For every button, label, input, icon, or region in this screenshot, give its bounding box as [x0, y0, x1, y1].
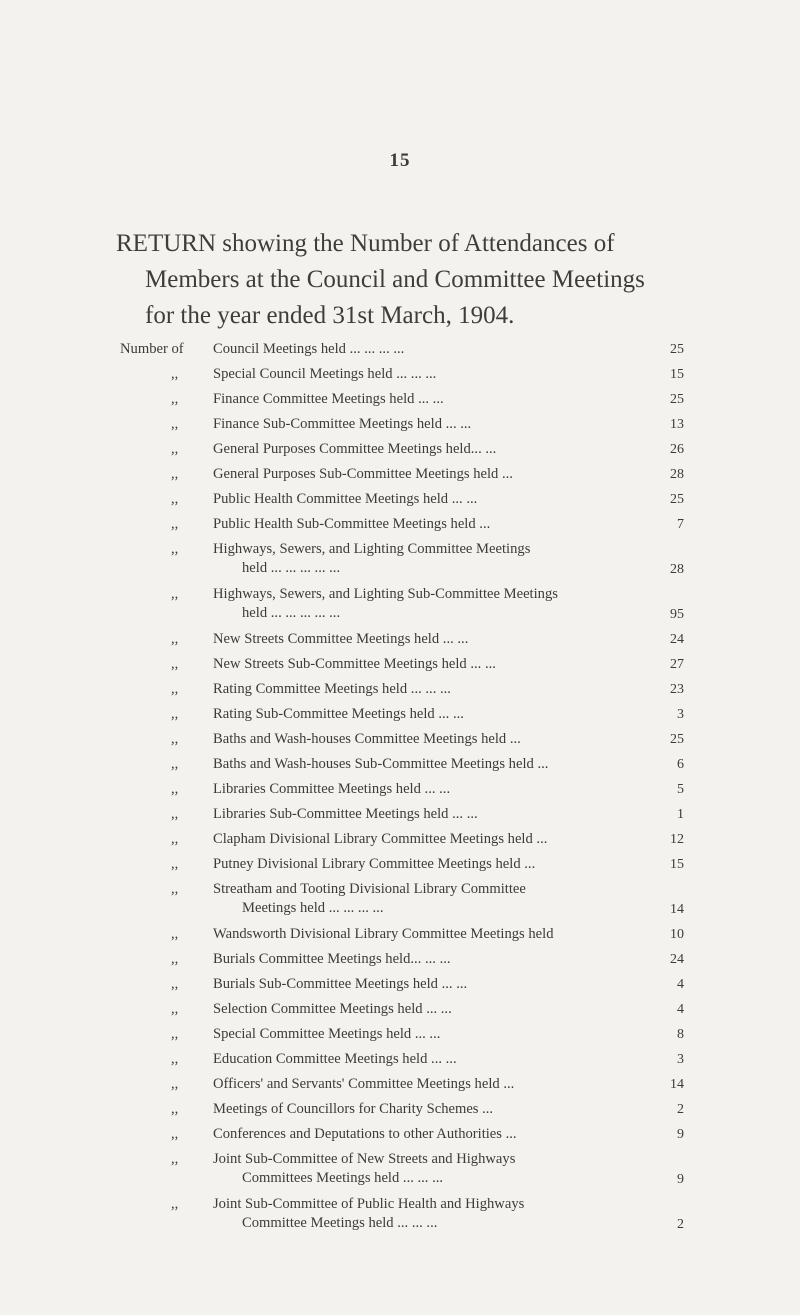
row-label-continuation: Meetings held ... ... ... ...	[242, 900, 384, 916]
table-row	[0, 975, 800, 1000]
row-value: 15	[670, 367, 684, 382]
row-value: 14	[670, 1077, 684, 1092]
row-label-text: Joint Sub-Committee of Public Health and Highways	[213, 1196, 525, 1212]
row-value: 25	[670, 492, 684, 507]
ditto-mark: ,,	[171, 441, 179, 457]
row-label	[213, 755, 643, 774]
row-label	[213, 365, 643, 384]
row-value: 9	[677, 1172, 684, 1187]
row-label-text: Baths and Wash-houses Committee Meetings held ...	[213, 731, 521, 747]
ditto-mark: ,,	[171, 656, 179, 672]
row-label-text: Rating Sub-Committee Meetings held ... ...	[213, 706, 464, 722]
table-row	[0, 390, 800, 415]
row-value: 14	[670, 902, 684, 917]
row-label	[213, 340, 643, 359]
ditto-mark: ,,	[171, 781, 179, 797]
row-label	[213, 925, 643, 944]
row-label-text: Public Health Committee Meetings held ... ...	[213, 491, 478, 507]
ditto-mark: ,,	[171, 1001, 179, 1017]
row-label	[213, 515, 643, 534]
title-line-1: RETURN showing the Number of Attendances of	[116, 230, 615, 257]
row-label-text: Finance Committee Meetings held ... ...	[213, 391, 444, 407]
table-row	[0, 1150, 800, 1195]
row-label-text: Libraries Committee Meetings held ... ...	[213, 781, 451, 797]
ditto-mark: ,,	[171, 706, 179, 722]
row-value: 25	[670, 732, 684, 747]
row-label	[213, 1150, 643, 1188]
row-value: 25	[670, 392, 684, 407]
ditto-mark: ,,	[171, 731, 179, 747]
row-label-continuation: Committees Meetings held ... ... ...	[242, 1170, 444, 1186]
row-value: 3	[677, 707, 684, 722]
row-label-continuation: held ... ... ... ... ...	[242, 605, 341, 621]
table-row	[0, 630, 800, 655]
row-label-text: Selection Committee Meetings held ... ...	[213, 1001, 452, 1017]
row-label	[213, 880, 643, 918]
title-line-3: for the year ended 31st March, 1904.	[145, 302, 515, 329]
row-value: 25	[670, 342, 684, 357]
table-row	[0, 780, 800, 805]
row-label	[213, 1025, 643, 1044]
ditto-mark: ,,	[171, 1126, 179, 1142]
row-label	[213, 540, 643, 578]
row-label	[213, 1125, 643, 1144]
row-label	[213, 1050, 643, 1069]
row-label-text: Wandsworth Divisional Library Committee Meetings held	[213, 926, 554, 942]
row-label-text: Highways, Sewers, and Lighting Committee Meetings	[213, 541, 531, 557]
document-title	[116, 226, 716, 334]
row-label-text: Public Health Sub-Committee Meetings held ...	[213, 516, 491, 532]
row-value: 7	[677, 517, 684, 532]
row-label-text: Burials Sub-Committee Meetings held ... ...	[213, 976, 468, 992]
row-value: 28	[670, 467, 684, 482]
row-label-text: Finance Sub-Committee Meetings held ... ...	[213, 416, 472, 432]
table-row	[0, 730, 800, 755]
attendance-table	[0, 340, 800, 1240]
table-row	[0, 415, 800, 440]
table-row	[0, 1050, 800, 1075]
row-label	[213, 805, 643, 824]
table-row	[0, 540, 800, 585]
table-row	[0, 950, 800, 975]
row-value: 13	[670, 417, 684, 432]
row-label-text: Burials Committee Meetings held... ... ...	[213, 951, 451, 967]
row-label	[213, 950, 643, 969]
row-label-text: Conferences and Deputations to other Authorities ...	[213, 1126, 517, 1142]
row-label	[213, 655, 643, 674]
ditto-mark: ,,	[171, 466, 179, 482]
row-label	[213, 705, 643, 724]
row-label	[213, 1100, 643, 1119]
row-label-text: Putney Divisional Library Committee Meetings held ...	[213, 856, 536, 872]
table-row	[0, 340, 800, 365]
table-row	[0, 440, 800, 465]
ditto-mark: ,,	[171, 1026, 179, 1042]
row-value: 10	[670, 927, 684, 942]
row-label	[213, 855, 643, 874]
row-label-text: Streatham and Tooting Divisional Library Committee	[213, 881, 526, 897]
row-label	[213, 1195, 643, 1233]
page-number: 15	[389, 150, 411, 171]
ditto-mark: ,,	[171, 951, 179, 967]
row-label-text: General Purposes Committee Meetings held... ...	[213, 441, 497, 457]
row-value: 12	[670, 832, 684, 847]
row-value: 15	[670, 857, 684, 872]
row-label-text: Baths and Wash-houses Sub-Committee Meetings held ...	[213, 756, 549, 772]
row-value: 3	[677, 1052, 684, 1067]
row-label-text: Libraries Sub-Committee Meetings held ... ...	[213, 806, 478, 822]
ditto-mark: ,,	[171, 1076, 179, 1092]
ditto-mark: ,,	[171, 881, 179, 897]
row-label	[213, 1075, 643, 1094]
ditto-mark: ,,	[171, 1051, 179, 1067]
ditto-mark: ,,	[171, 681, 179, 697]
row-label-text: Education Committee Meetings held ... ...	[213, 1051, 457, 1067]
row-label-text: Special Committee Meetings held ... ...	[213, 1026, 441, 1042]
row-label-text: Special Council Meetings held ... ... ...	[213, 366, 437, 382]
row-value: 4	[677, 1002, 684, 1017]
row-label-text: Highways, Sewers, and Lighting Sub-Committee Meetings	[213, 586, 558, 602]
table-row	[0, 855, 800, 880]
table-row	[0, 1100, 800, 1125]
ditto-mark: ,,	[171, 631, 179, 647]
table-row	[0, 465, 800, 490]
row-value: 9	[677, 1127, 684, 1142]
table-row	[0, 655, 800, 680]
table-row	[0, 515, 800, 540]
row-label-text: Joint Sub-Committee of New Streets and Highways	[213, 1151, 516, 1167]
row-label-text: Council Meetings held ... ... ... ...	[213, 341, 405, 357]
row-label	[213, 630, 643, 649]
row-value: 28	[670, 562, 684, 577]
ditto-mark: ,,	[171, 976, 179, 992]
ditto-mark: ,,	[171, 416, 179, 432]
table-row	[0, 1025, 800, 1050]
row-label-continuation: held ... ... ... ... ...	[242, 560, 341, 576]
row-label	[213, 465, 643, 484]
row-value: 24	[670, 952, 684, 967]
row-label	[213, 780, 643, 799]
row-value: 6	[677, 757, 684, 772]
ditto-mark: ,,	[171, 856, 179, 872]
ditto-mark: ,,	[171, 1151, 179, 1167]
ditto-mark: ,,	[171, 831, 179, 847]
table-row	[0, 925, 800, 950]
row-value: 23	[670, 682, 684, 697]
row-value: 24	[670, 632, 684, 647]
ditto-mark: ,,	[171, 391, 179, 407]
table-row	[0, 1125, 800, 1150]
row-label	[213, 1000, 643, 1019]
row-value: 8	[677, 1027, 684, 1042]
ditto-mark: ,,	[171, 1101, 179, 1117]
table-row	[0, 880, 800, 925]
row-label-text: Officers' and Servants' Committee Meetings held ...	[213, 1076, 515, 1092]
row-label-text: General Purposes Sub-Committee Meetings held ...	[213, 466, 513, 482]
ditto-mark: ,,	[171, 541, 179, 557]
ditto-mark: ,,	[171, 926, 179, 942]
row-value: 2	[677, 1217, 684, 1232]
row-label	[213, 440, 643, 459]
table-row	[0, 1195, 800, 1240]
table-row	[0, 490, 800, 515]
row-label	[213, 585, 643, 623]
ditto-mark: ,,	[171, 586, 179, 602]
table-row	[0, 805, 800, 830]
row-value: 27	[670, 657, 684, 672]
row-label	[213, 730, 643, 749]
ditto-mark: ,,	[171, 366, 179, 382]
title-line-2: Members at the Council and Committee Meetings	[145, 266, 645, 293]
row-label	[213, 415, 643, 434]
table-row	[0, 830, 800, 855]
ditto-mark: ,,	[171, 756, 179, 772]
ditto-mark: ,,	[171, 806, 179, 822]
table-row	[0, 755, 800, 780]
row-value: 5	[677, 782, 684, 797]
table-row	[0, 1000, 800, 1025]
table-row	[0, 705, 800, 730]
ditto-mark: ,,	[171, 516, 179, 532]
table-row	[0, 365, 800, 390]
row-prefix: Number of	[120, 341, 184, 357]
row-label-continuation: Committee Meetings held ... ... ...	[242, 1215, 438, 1231]
row-label-text: Clapham Divisional Library Committee Meetings held ...	[213, 831, 548, 847]
table-row	[0, 1075, 800, 1100]
row-label	[213, 390, 643, 409]
row-label	[213, 680, 643, 699]
row-label-text: New Streets Committee Meetings held ... ...	[213, 631, 469, 647]
row-label	[213, 830, 643, 849]
ditto-mark: ,,	[171, 1196, 179, 1212]
row-value: 1	[677, 807, 684, 822]
row-label	[213, 975, 643, 994]
row-value: 2	[677, 1102, 684, 1117]
row-value: 95	[670, 607, 684, 622]
row-label-text: New Streets Sub-Committee Meetings held ... ...	[213, 656, 496, 672]
row-label-text: Meetings of Councillors for Charity Schemes ...	[213, 1101, 494, 1117]
table-row	[0, 680, 800, 705]
row-label-text: Rating Committee Meetings held ... ... ...	[213, 681, 451, 697]
row-value: 26	[670, 442, 684, 457]
table-row	[0, 585, 800, 630]
row-value: 4	[677, 977, 684, 992]
ditto-mark: ,,	[171, 491, 179, 507]
row-label	[213, 490, 643, 509]
